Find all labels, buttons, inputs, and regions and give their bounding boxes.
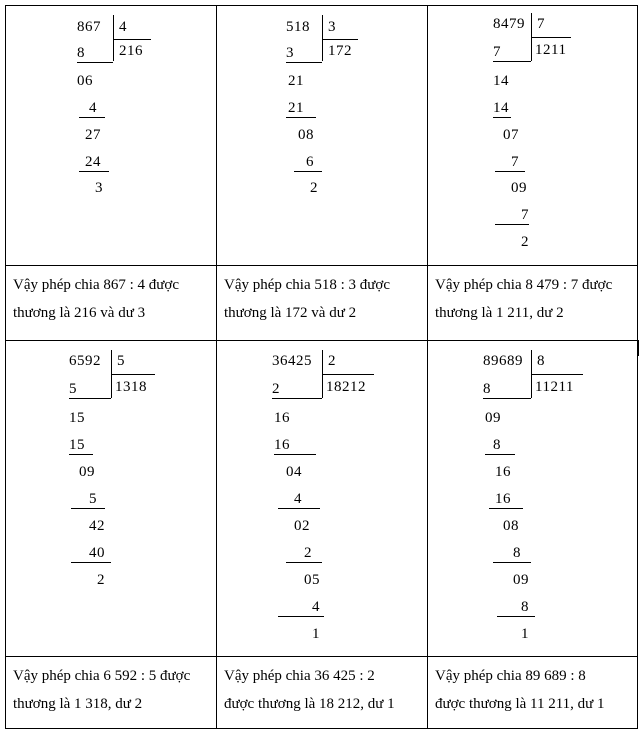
step: 09 [79,464,95,480]
dividend: 6592 [69,353,101,369]
subtraction-line [294,171,322,172]
subtraction-line [278,616,324,617]
step: 2 [304,545,312,561]
division-bar-horizontal [111,374,155,375]
subtraction-line [483,398,531,399]
caption-line: Vậy phép chia 36 425 : 2 [224,668,375,684]
step: 4 [89,100,97,116]
caption-line: Vậy phép chia 89 689 : 8 [435,668,586,684]
remainder: 2 [310,180,318,196]
quotient: 172 [328,43,352,59]
subtraction-line [495,171,525,172]
subtraction-line [495,224,529,225]
remainder: 2 [97,572,105,588]
division-table [5,5,638,729]
step: 42 [89,518,105,534]
division-bar-horizontal [531,37,571,38]
step: 5 [69,381,77,397]
remainder: 2 [521,234,529,250]
caption-cell-5 [216,662,427,718]
dividend: 867 [77,19,101,35]
division-bar-horizontal [531,374,583,375]
division-cell-2 [216,5,427,265]
divisor: 4 [119,19,127,35]
caption-cell-2 [216,271,427,327]
subtraction-line [69,398,111,399]
subtraction-line [69,454,93,455]
caption-line: Vậy phép chia 867 : 4 được [13,277,180,293]
subtraction-line [71,562,111,563]
step: 21 [288,100,304,116]
subtraction-line [489,508,523,509]
table-rule [5,265,638,266]
subtraction-line [278,508,320,509]
division-cell-1 [5,5,216,265]
table-rule [637,5,638,729]
step: 14 [493,100,509,116]
step: 21 [288,73,304,89]
step: 7 [521,207,529,223]
division-bar-vertical [113,15,114,61]
step: 02 [294,518,310,534]
step: 27 [85,127,101,143]
caption-cell-1 [5,271,216,327]
step: 06 [77,73,93,89]
division-bar-horizontal [322,374,374,375]
quotient: 1318 [115,379,147,395]
caption-line: thương là 1 211, dư 2 [435,305,564,321]
step: 09 [485,410,501,426]
caption-cell-3 [427,271,637,327]
subtraction-line [286,117,316,118]
divisor: 3 [328,19,336,35]
step: 16 [274,437,290,453]
quotient: 216 [119,43,143,59]
step: 07 [503,127,519,143]
caption-line: thương là 216 và dư 3 [13,305,146,321]
step: 8 [493,437,501,453]
step: 8 [483,381,491,397]
step: 14 [493,73,509,89]
divisor: 7 [537,16,545,32]
step: 4 [294,491,302,507]
divisor: 2 [328,353,336,369]
step: 7 [493,44,501,60]
remainder: 1 [521,626,529,642]
subtraction-line [485,454,515,455]
dividend: 518 [286,19,310,35]
caption-line: thương là 1 318, dư 2 [13,696,143,712]
subtraction-line [493,117,511,118]
step: 08 [298,127,314,143]
step: 16 [495,464,511,480]
step: 16 [274,410,290,426]
step: 15 [69,437,85,453]
step: 6 [306,154,314,170]
step: 40 [89,545,105,561]
divisor: 8 [537,353,545,369]
step: 7 [511,154,519,170]
subtraction-line [286,562,322,563]
step: 05 [304,572,320,588]
quotient: 11211 [535,379,574,395]
subtraction-line [274,454,316,455]
step: 09 [511,180,527,196]
step: 4 [312,599,320,615]
caption-line: được thương là 11 211, dư 1 [435,696,605,712]
caption-line: thương là 172 và dư 2 [224,305,357,321]
step: 8 [513,545,521,561]
quotient: 1211 [535,42,567,58]
division-bar-horizontal [322,39,358,40]
caption-line: Vậy phép chia 518 : 3 được [224,277,391,293]
remainder: 3 [95,180,103,196]
step: 16 [495,491,511,507]
caption-line: Vậy phép chia 6 592 : 5 được [13,668,191,684]
step: 15 [69,410,85,426]
subtraction-line [79,171,109,172]
subtraction-line [493,562,531,563]
subtraction-line [286,62,322,63]
dividend: 8479 [493,16,525,32]
quotient: 18212 [326,379,366,395]
subtraction-line [71,508,105,509]
step: 8 [77,45,85,61]
divisor: 5 [117,353,125,369]
subtraction-line [493,61,531,62]
step: 09 [513,572,529,588]
table-rule [5,728,638,729]
subtraction-line [272,398,322,399]
subtraction-line [497,616,535,617]
division-cell-3 [427,5,637,265]
division-bar-horizontal [113,39,151,40]
subtraction-line [77,62,113,63]
step: 04 [286,464,302,480]
division-cell-4 [5,340,216,656]
division-cell-5 [216,340,427,656]
table-rule [5,656,638,657]
dividend: 89689 [483,353,523,369]
subtraction-line [79,117,105,118]
step: 3 [286,45,294,61]
remainder: 1 [312,626,320,642]
step: 8 [521,599,529,615]
step: 2 [272,381,280,397]
division-cell-6 [427,340,637,656]
dividend: 36425 [272,353,312,369]
step: 5 [89,491,97,507]
caption-cell-6 [427,662,637,718]
page-edge-mark [638,340,639,356]
step: 24 [85,154,101,170]
caption-cell-4 [5,662,216,718]
caption-line: được thương là 18 212, dư 1 [224,696,395,712]
step: 08 [503,518,519,534]
division-bar-vertical [322,15,323,61]
caption-line: Vậy phép chia 8 479 : 7 được [435,277,613,293]
